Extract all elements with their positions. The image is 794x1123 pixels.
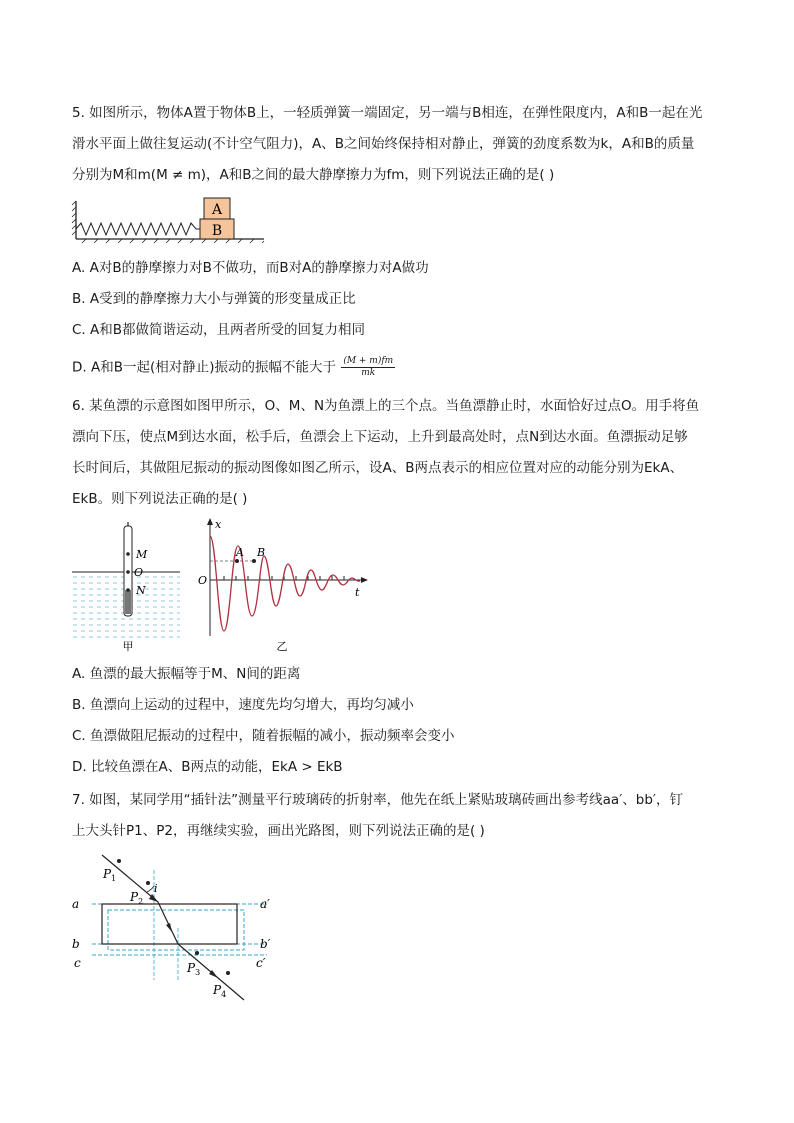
fraction-numerator: (M + m)fm (343, 356, 394, 366)
label-a: A (236, 546, 244, 559)
label-a-left: a (72, 897, 80, 911)
label-b: B (257, 546, 266, 559)
q5-line-1: 5. 如图所示，物体A置于物体B上，一轻质弹簧一端固定，另一端与B相连，在弹性限度内，A和B一起在光 (72, 105, 703, 121)
q6-option-b[interactable]: B. 鱼漂向上运动的过程中，速度先均匀增大，再均匀减小 (72, 697, 414, 713)
label-b-left: b (72, 937, 80, 951)
q7-glass-brick-figure (72, 850, 282, 1010)
label-i: i (154, 882, 158, 895)
q7-line-2: 上大头针P1、P2，再继续实验，画出光路图，则下列说法正确的是( ) (72, 823, 485, 839)
q5-option-a[interactable]: A. A对B的静摩擦力对B不做功，而B对A的静摩擦力对A做功 (72, 260, 429, 276)
block-a-label: A (211, 202, 223, 218)
label-c-left: c (74, 956, 81, 970)
q6-damped-vibration-graph (196, 516, 376, 654)
q5-option-d[interactable] (72, 356, 395, 379)
caption-jia: 甲 (122, 640, 134, 653)
label-n: N (136, 584, 146, 597)
label-c-right: c′ (256, 956, 266, 970)
q7-line-1: 7. 如图，某同学用“插针法”测量平行玻璃砖的折射率，他先在纸上紧贴玻璃砖画出参考线aa′、bb′，钉 (72, 792, 683, 808)
label-origin: O (198, 574, 208, 587)
damped-curve (210, 536, 360, 631)
q6-float-figure (72, 520, 184, 654)
q5-option-c[interactable]: C. A和B都做简谐运动，且两者所受的回复力相同 (72, 322, 366, 338)
label-b-right: b′ (260, 937, 271, 951)
q6-option-c[interactable]: C. 鱼漂做阻尼振动的过程中，随着振幅的减小，振动频率会变小 (72, 728, 455, 744)
label-a-right: a′ (260, 897, 270, 911)
label-t: t (355, 586, 360, 599)
label-p2: $P_2$ (130, 890, 144, 906)
q5-option-d-text: D. A和B一起(相对静止)振动的振幅不能大于 (72, 359, 337, 376)
label-x: x (215, 518, 222, 531)
q5-spring-figure (72, 195, 272, 247)
q5-option-b[interactable]: B. A受到的静摩擦力大小与弹簧的形变量成正比 (72, 291, 356, 307)
fraction-denominator: mk (361, 368, 376, 378)
label-o: O (134, 566, 144, 579)
q5-option-d-fraction (341, 356, 395, 379)
q6-line-3: 长时间后，其做阻尼振动的振动图像如图乙所示，设A、B两点表示的相应位置对应的动能分别为EkA、 (72, 460, 684, 476)
q6-line-1: 6. 某鱼漂的示意图如图甲所示，O、M、N为鱼漂上的三个点。当鱼漂静止时，水面恰好过点O。用手将鱼 (72, 398, 700, 414)
caption-yi: 乙 (276, 640, 288, 653)
label-p4: $P_4$ (213, 983, 227, 999)
q5-line-3: 分别为M和m(M ≠ m)，A和B之间的最大静摩擦力为fm，则下列说法正确的是( ) (72, 167, 555, 183)
q5-line-2: 滑水平面上做往复运动(不计空气阻力)，A、B之间始终保持相对静止，弹簧的劲度系数为k，A和B的质量 (72, 136, 695, 152)
q6-line-2: 漂向下压，使点M到达水面，松手后，鱼漂会上下运动，上升到最高处时，点N到达水面。鱼漂振动足够 (72, 429, 688, 445)
label-p3: $P_3$ (187, 961, 201, 977)
q6-option-d[interactable]: D. 比较鱼漂在A、B两点的动能，EkA > EkB (72, 759, 343, 775)
q6-option-a[interactable]: A. 鱼漂的最大振幅等于M、N间的距离 (72, 666, 301, 682)
q6-line-4: EkB。则下列说法正确的是( ) (72, 491, 248, 507)
block-b-label: B (211, 223, 223, 239)
label-p1: $P_1$ (103, 867, 117, 883)
label-m: M (136, 548, 148, 561)
